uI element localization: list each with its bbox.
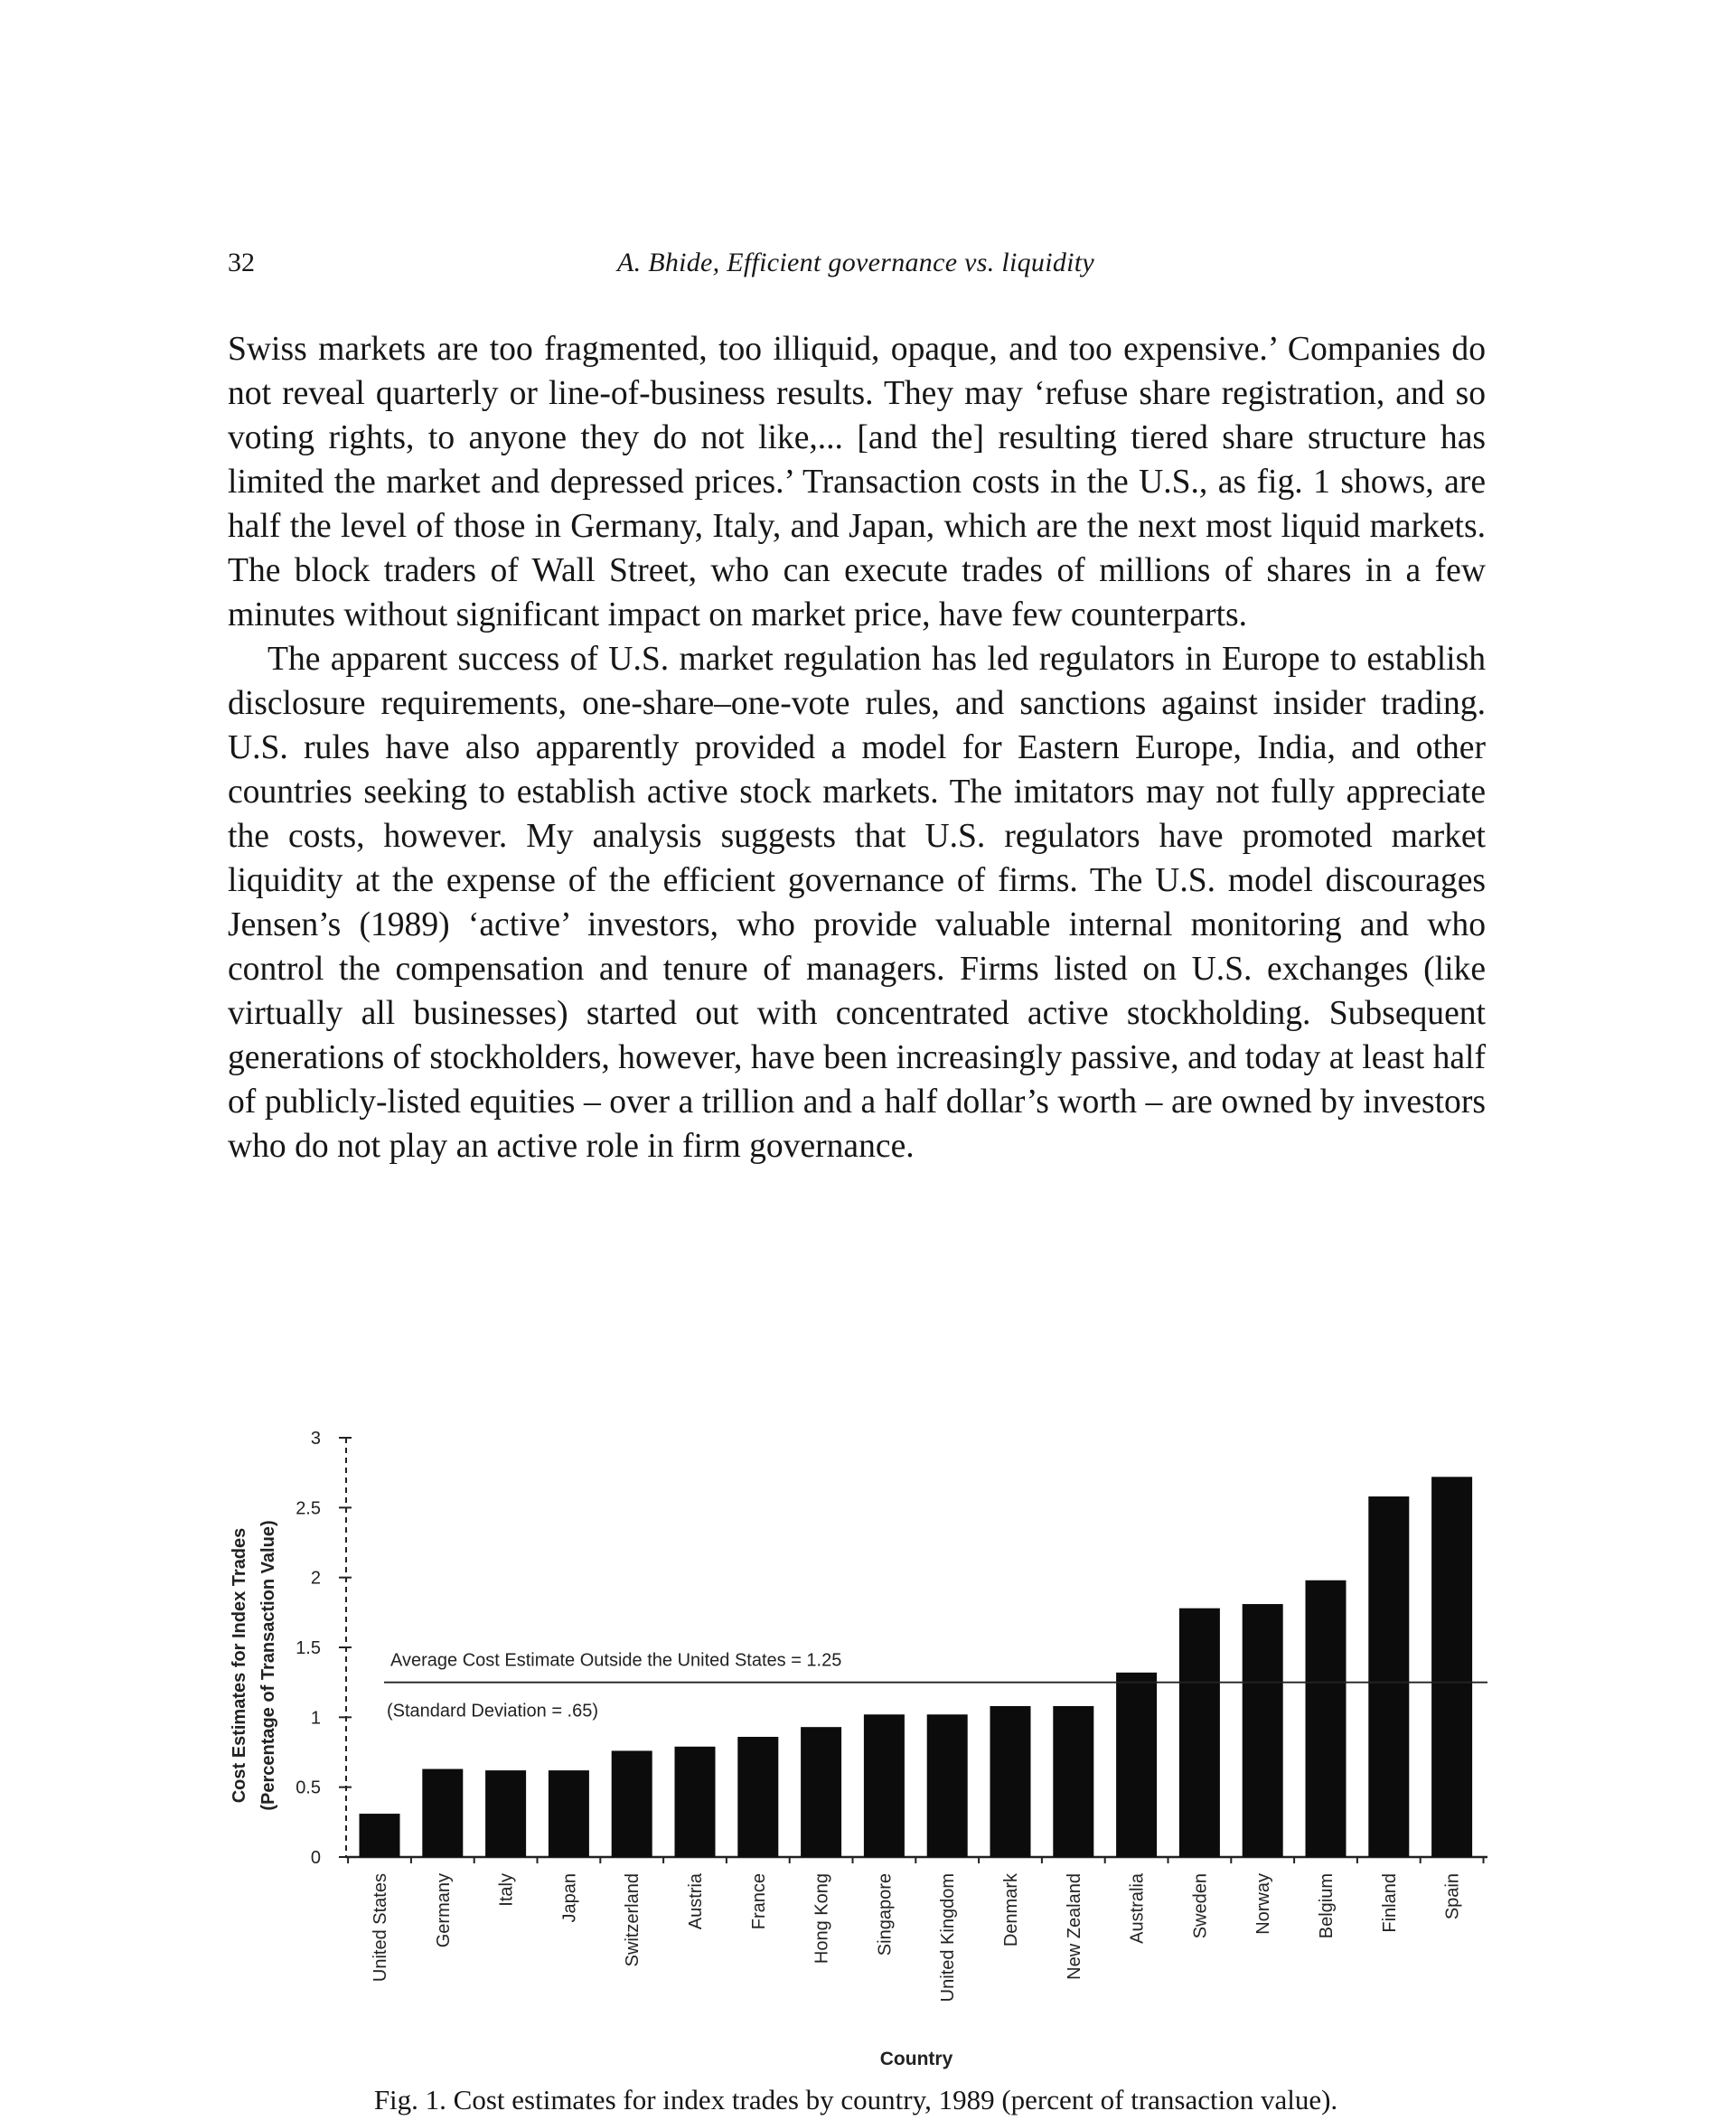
x-tick-label: France — [748, 1873, 769, 1930]
bar — [801, 1727, 841, 1857]
bar — [1368, 1496, 1409, 1857]
x-tick-label: Singapore — [875, 1873, 896, 1956]
x-tick-label: Spain — [1442, 1873, 1463, 1920]
bar — [1116, 1673, 1157, 1857]
x-tick-label: United Kingdom — [938, 1873, 959, 2003]
bar — [1243, 1604, 1283, 1857]
y-tick-label: 1.5 — [296, 1638, 321, 1658]
x-tick-label: Belgium — [1317, 1873, 1337, 1939]
paragraph: The apparent success of U.S. market regulation has led regulators in Europe to establish disclosure requirements, one-share–one-vote rules, and sanctions against insider trading. U.S. rules have also apparently provided a model for Eastern Europe, India, and other countries seeking to establish active stock markets. The imitators may not fully appreciate the costs, however. My analysis suggests that U.S. regulators have promoted market liquidity at the expense of the efficient governance of firms. The U.S. model discourages Jensen’s (1989) ‘active’ investors, who provide valuable internal monitoring and who control the compensation and tenure of managers. Firms listed on U.S. exchanges (like virtually all businesses) started out with concentrated active stockholding. Subsequent generations of stockholders, however, have been increasingly passive, and today at least half of publicly-listed equities – over a trillion and a half dollar’s worth – are owned by investors who do not play an active role in firm governance. — [228, 641, 1486, 1165]
page-number: 32 — [228, 248, 255, 277]
bar — [737, 1737, 778, 1857]
x-tick-label: Australia — [1127, 1873, 1148, 1944]
x-tick-label: Norway — [1253, 1873, 1274, 1935]
figure-caption: Fig. 1. Cost estimates for index trades by country, 1989 (percent of transaction value). — [373, 2084, 1338, 2115]
x-tick-label: Sweden — [1190, 1873, 1211, 1939]
bar — [675, 1747, 716, 1857]
bar — [1306, 1581, 1347, 1857]
x-tick-label: Finland — [1379, 1873, 1400, 1933]
running-head: A. Bhide, Efficient governance vs. liquidity — [616, 248, 1095, 277]
x-tick-label: Austria — [686, 1873, 706, 1930]
x-tick-label: Italy — [496, 1873, 517, 1907]
x-tick-label: Switzerland — [623, 1873, 643, 1967]
bar — [990, 1706, 1031, 1857]
x-tick-label: Denmark — [1001, 1873, 1021, 1947]
bar — [485, 1770, 526, 1857]
paragraph: Swiss markets are too fragmented, too illiquid, opaque, and too expensive.’ Companies do not reveal quarterly or line-of-business results. They may ‘refuse share registration, and so voting rights, to anyone they do not like,... [and the] resulting tiered share structure has limited the market and depressed prices.’ Transaction costs in the U.S., as fig. 1 shows, are half the level of those in Germany, Italy, and Japan, which are the next most liquid markets. The block traders of Wall Street, who can execute trades of millions of shares in a few minutes without significant impact on market price, have few counterparts. — [228, 331, 1486, 633]
x-tick-label: Japan — [559, 1873, 580, 1923]
y-tick-label: 1 — [310, 1708, 321, 1729]
bar — [549, 1770, 589, 1857]
average-line-label: Average Cost Estimate Outside the United States = 1.25 — [390, 1650, 842, 1671]
y-tick-label: 0.5 — [296, 1778, 321, 1798]
bar — [360, 1814, 400, 1857]
std-dev-note: (Standard Deviation = .65) — [387, 1701, 599, 1721]
x-tick-label: United States — [371, 1873, 390, 1983]
x-tick-label: New Zealand — [1064, 1873, 1084, 1980]
y-tick-label: 3 — [310, 1429, 321, 1449]
y-tick-label: 2.5 — [296, 1498, 321, 1519]
bar — [1053, 1706, 1093, 1857]
x-tick-label: Germany — [433, 1873, 454, 1948]
y-axis-title: Cost Estimates for Index Trades — [230, 1527, 249, 1804]
bar — [864, 1714, 905, 1857]
bar — [927, 1714, 968, 1857]
x-axis-title: Country — [879, 2049, 953, 2069]
y-tick-label: 2 — [310, 1568, 321, 1589]
y-tick-label: 0 — [310, 1848, 321, 1868]
bar — [1179, 1609, 1220, 1857]
bar — [612, 1750, 652, 1857]
y-axis-subtitle: (Percentage of Transaction Value) — [258, 1520, 278, 1811]
bar — [1431, 1477, 1472, 1857]
x-tick-label: Hong Kong — [812, 1873, 832, 1965]
bar — [422, 1769, 463, 1857]
